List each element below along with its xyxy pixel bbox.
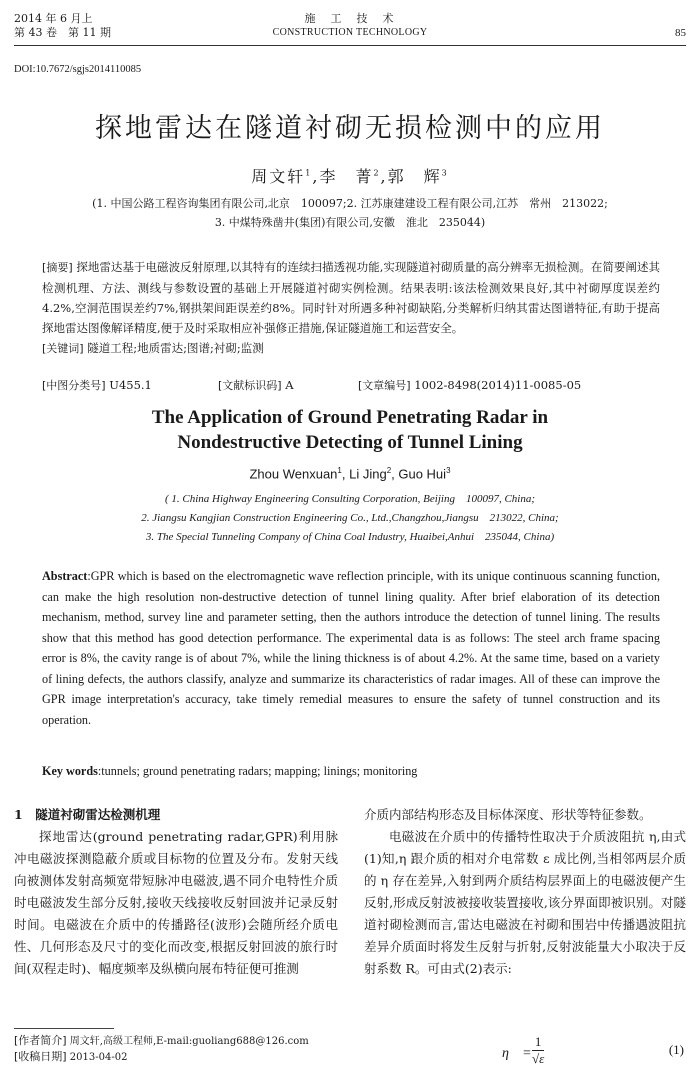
author-2: ,李 菁: [312, 167, 374, 186]
footnotes: [14, 1033, 309, 1065]
abstract-cn-text: 探地雷达基于电磁波反射原理,以其特有的连续扫描透视功能,实现隧道衬砌质量的高分辨率无损检测。在简要阐述其检测机理、方法、测线与参数设置的基础上开展隧道衬砌实例检测。结果表明:该法检测效果良好,其中衬砌厚度误差约4.2%,空洞范围误差约7%,钢拱架间距误差约8%。同时针对所遇多种衬砌缺陷,分类解析归纳其雷达图谱特征,有助于提高探地雷达图像解译精度,便于及时采取相应补强修正措施,保证隧道施工和运营安全。: [42, 260, 660, 335]
equation-lhs: η =: [502, 1046, 531, 1061]
keywords-en: [42, 764, 660, 779]
author-en-1: Zhou Wenxuan: [249, 466, 338, 482]
doi: DOI:10.7672/sgjs2014110085: [14, 64, 142, 75]
header-rule: [14, 45, 686, 46]
author-en-3: , Guo Hui: [391, 466, 447, 482]
doc-code: [文献标识码] A: [218, 378, 294, 392]
header-journal: [0, 12, 700, 40]
author-en-3-mark: 3: [446, 466, 451, 475]
title-cn: 探地雷达在隧道衬砌无损检测中的应用: [95, 113, 605, 144]
clc-code: [中图分类号] U455.1: [42, 378, 152, 392]
abstract-en: [42, 566, 660, 730]
header-date: 2014 年 6 月上: [14, 12, 93, 25]
equation-number: (1): [668, 1042, 684, 1057]
author-2-mark: 2: [373, 168, 381, 178]
received-note: [收稿日期] 2013-04-02: [14, 1050, 128, 1063]
equation-numerator: 1: [532, 1034, 544, 1051]
affiliations-cn: [40, 194, 660, 232]
title-en: [0, 405, 700, 455]
abstract-cn-label: [摘要]: [42, 261, 73, 274]
affiliations-en: [40, 490, 660, 547]
equation-denominator: √ε: [532, 1051, 545, 1066]
author-3: ,郭 辉: [380, 167, 442, 186]
affiliation-en-line: ( 1. China Highway Engineering Consulting Corporation, Beijing 100097, China;: [164, 493, 536, 505]
journal-name-cn: 施 工 技 术: [304, 12, 396, 25]
author-en-2-mark: 2: [386, 466, 392, 475]
body-left-column: [14, 804, 338, 980]
keywords-en-text: :tunnels; ground penetrating radars; mapping; linings; monitoring: [97, 764, 418, 778]
body-right-column: [364, 804, 686, 980]
authors-cn: [0, 164, 700, 187]
authors-en: [0, 466, 700, 481]
author-en-1-mark: 1: [337, 466, 342, 475]
header-volume: 第 43 卷 第 11 期: [14, 26, 111, 39]
abstract-cn: [42, 257, 660, 359]
body-paragraph: 探地雷达(ground penetrating radar,GPR)利用脉冲电磁波探测隐蔽介质或目标物的位置及分布。发射天线向被测体发射高频宽带短脉冲电磁波,遇不同介电特性介质时电磁波发生部分反射,接收天线接收反射回波并记录反射时间。电磁波在介质中的传播路径(波形)会随所经介质电性、几何形态及尺寸的变化而改变,根据反射回波的旅行时间(双程走时)、幅度频率及纵横向展布特征便可推测: [14, 829, 338, 976]
affiliation-cn-line: 3. 中煤特殊凿井(集团)有限公司,安徽 淮北 235044): [214, 216, 486, 229]
equation-fraction: [532, 1034, 544, 1067]
affiliation-en-line: 3. The Special Tunneling Company of China Coal Industry, Huaibei,Anhui 235044, China): [145, 531, 555, 543]
author-en-2: , Li Jing: [341, 466, 387, 482]
section-heading: 1 隧道衬砌雷达检测机理: [14, 807, 161, 822]
keywords-cn-label: [关键词]: [42, 342, 84, 355]
body-paragraph-continued: 介质内部结构形态及目标体深度、形状等特征参数。: [364, 807, 652, 822]
journal-name-en: CONSTRUCTION TECHNOLOGY: [272, 27, 428, 38]
author-1: 周文轩: [251, 167, 306, 186]
author-3-mark: 3: [441, 168, 449, 178]
author-1-mark: 1: [305, 168, 313, 178]
title-en-line: The Application of Ground Penetrating Radar in: [151, 407, 549, 428]
keywords-cn-text: 隧道工程;地质雷达;图谱;衬砌;监测: [87, 341, 264, 355]
abstract-en-label: Abstract: [42, 569, 88, 583]
body-paragraph: 电磁波在介质中的传播特性取决于介质波阻抗 η,由式(1)知,η 跟介质的相对介电常数 ε 成比例,当相邻两层介质的 η 存在差异,入射到两介质结构层界面上的电磁波便产生反射,形成反射波被接收装置接收,该分界面即被识别。对隧道衬砌检测而言,雷达电磁波在衬砌和围岩中传播遇波阻抗差异介质面时将发生反射与折射,反射波能量大小取决于反射系数 R。可由式(2)表示:: [364, 829, 686, 976]
title-en-line: Nondestructive Detecting of Tunnel Lining: [177, 432, 523, 453]
affiliation-cn-line: (1. 中国公路工程咨询集团有限公司,北京 100097;2. 江苏康建建设工程有限公司,江苏 常州 213022;: [92, 197, 608, 210]
abstract-en-text: :GPR which is based on the electromagnetic wave reflection principle, with its unique continuous scanning function, can make the high resolution non-destructive detection of tunnel lining quality. After brief elaboration of its detection mechanism, method, survey line and parameter setting, then the authors introduce the detection of tunnel lining. The results show that this method has good detection performance. The experimental data is as follows: The steel arch frame spacing error is 8%, the cavity range is of about 7%, while the lining thickness is of about 4.2%. At the same time, based on a variety of lining defects, the authors classify, analyze and summarize its characteristics of radar images. All of these can improve the GPR image interpretation's accuracy, take timely remedial measures to ensure the safety of tunnel construction and its operation.: [42, 569, 660, 727]
author-note: [作者简介] 周文轩,高级工程师,E-mail:guoliang688@126.com: [14, 1034, 309, 1047]
page-number: 85: [675, 27, 686, 39]
footnote-rule: [14, 1028, 114, 1029]
affiliation-en-line: 2. Jiangsu Kangjian Construction Engineering Co., Ltd.,Changzhou,Jiangsu 213022, China;: [141, 512, 559, 524]
article-number: [文章编号] 1002-8498(2014)11-0085-05: [358, 378, 582, 392]
keywords-en-label: Key words: [42, 764, 98, 778]
